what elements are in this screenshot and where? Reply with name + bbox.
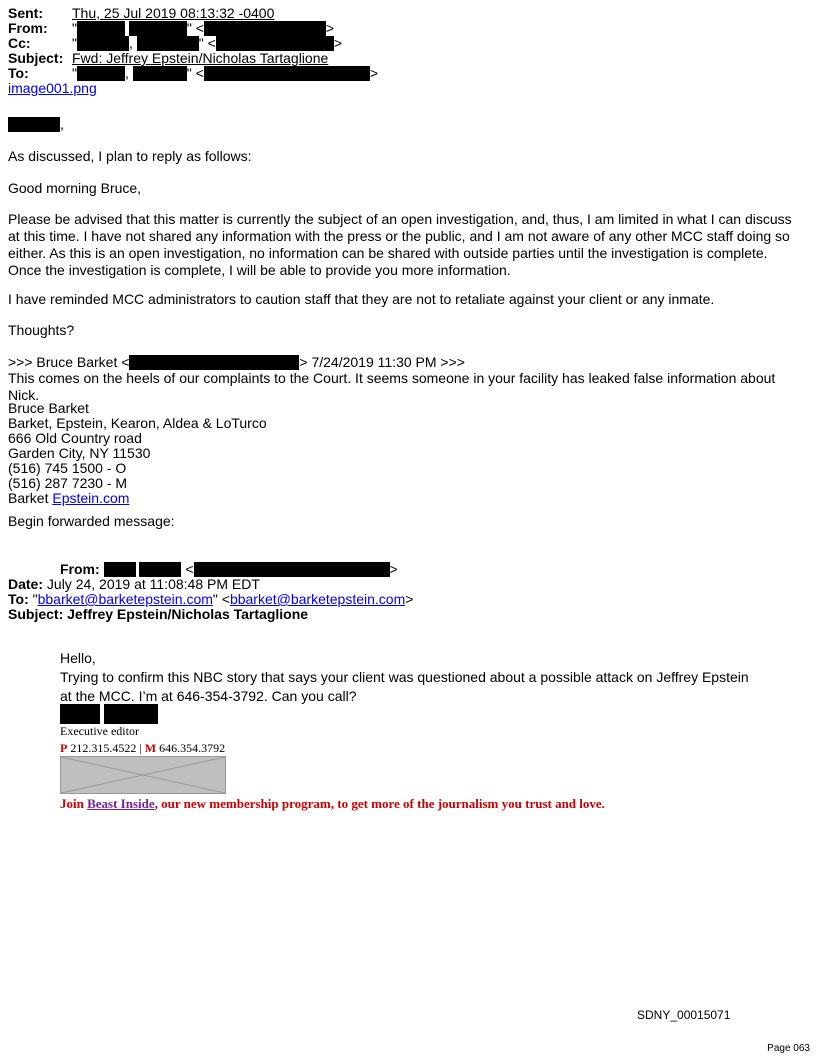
fwd-to-label: To:	[8, 591, 29, 607]
fwd-date-row: Date: July 24, 2019 at 11:08:48 PM EDT	[8, 576, 260, 592]
inner-phones: P 212.315.4522 | M 646.354.3792	[60, 741, 226, 755]
body-paragraph-4: I have reminded MCC administrators to caution staff that they are not to retaliate against your client or any inmate.	[8, 291, 715, 307]
broken-image-placeholder	[60, 756, 226, 794]
begin-forwarded: Begin forwarded message:	[8, 513, 175, 529]
to-value: " , " < >	[72, 65, 378, 81]
to-label: To:	[8, 65, 29, 81]
inner-hello: Hello,	[60, 650, 96, 666]
from-value: " " < >	[72, 20, 335, 36]
inner-signature-redaction	[60, 704, 750, 724]
signature-line: (516) 745 1500 - O	[8, 460, 127, 476]
forwarded-header	[8, 562, 413, 622]
signature-line: Bruce Barket	[8, 400, 89, 416]
redaction	[104, 704, 158, 724]
redaction	[216, 36, 334, 51]
signature-line: 666 Old Country road	[8, 430, 142, 446]
fwd-to-row: To: "bbarket@barketepstein.com" <bbarket@barketepstein.com>	[8, 591, 414, 607]
redaction	[137, 36, 199, 51]
redaction	[60, 704, 100, 724]
redaction	[77, 66, 125, 81]
redaction	[77, 21, 125, 36]
body-line-1: As discussed, I plan to reply as follows:	[8, 148, 252, 164]
cc-value: " , " < >	[72, 35, 342, 51]
inner-join-line: Join Beast Inside, our new membership program, to get more of the journalism you trust and love.	[60, 796, 605, 811]
redaction	[204, 66, 370, 81]
fwd-to-link[interactable]: bbarket@barketepstein.com	[37, 591, 213, 607]
inner-message: Trying to confirm this NBC story that says your client was questioned about a possible attack on Jeffrey Epstein at the MCC. I’m at 646-354-3792. Can you call?	[60, 669, 749, 704]
fwd-from-row: From: < >	[60, 561, 398, 577]
signature-line: Garden City, NY 11530	[8, 445, 151, 461]
redaction	[139, 562, 181, 577]
subject-value: Fwd: Jeffrey Epstein/Nicholas Tartaglione	[72, 50, 329, 66]
fwd-subject-row	[8, 607, 413, 622]
body-line-2: Good morning Bruce,	[8, 180, 142, 196]
signature-link[interactable]: Epstein.com	[52, 490, 130, 506]
redaction	[129, 21, 187, 36]
redaction	[77, 36, 129, 51]
fwd-to-link-2[interactable]: bbarket@barketepstein.com	[229, 591, 406, 607]
attachment-link[interactable]: image001.png	[8, 80, 97, 96]
redaction	[194, 562, 390, 577]
signature-line: Barket Epstein.com	[8, 490, 130, 506]
redaction	[204, 21, 326, 36]
bates-number: SDNY_00015071	[637, 1008, 731, 1022]
signature-line: (516) 287 7230 - M	[8, 475, 128, 491]
sent-value: Thu, 25 Jul 2019 08:13:32 -0400	[72, 5, 275, 21]
redaction	[8, 117, 60, 132]
page-number: Page 063	[767, 1043, 810, 1054]
quote-text: This comes on the heels of our complaints to the Court. It seems someone in your facility has leaked false information about Nick.	[8, 370, 776, 403]
redaction	[129, 355, 299, 370]
signature-line: Barket, Epstein, Kearon, Aldea & LoTurco	[8, 415, 267, 431]
image-placeholder-icon	[61, 757, 225, 793]
sent-label: Sent:	[8, 5, 43, 21]
fwd-subject-label: Subject:	[8, 606, 64, 622]
redaction	[133, 66, 187, 81]
greeting: ,	[8, 116, 806, 133]
fwd-subject-value: Jeffrey Epstein/Nicholas Tartaglione	[63, 606, 309, 622]
inner-title: Executive editor	[60, 724, 139, 738]
body-thoughts: Thoughts?	[8, 322, 75, 338]
body-paragraph-3: Please be advised that this matter is currently the subject of an open investigation, and, thus, I am limited in what I can discuss at this time. I have not shared any information with the press or the public, and I am not aware of any other MCC staff doing so either. As this is an open investigation, no information can be shared with outside parties until the investigation is complete. Once the investigation is complete, I will be able to provide you more information.	[8, 211, 792, 278]
redaction	[104, 562, 136, 577]
fwd-date-label: Date:	[8, 576, 44, 592]
beast-inside-link[interactable]: Beast Inside	[87, 796, 155, 811]
quote-header: >>> Bruce Barket < > 7/24/2019 11:30 PM >>>	[8, 354, 465, 370]
from-label: From:	[8, 20, 48, 36]
subject-label: Subject:	[8, 50, 64, 66]
fwd-from-label: From:	[60, 561, 100, 577]
signature	[8, 401, 806, 506]
cc-label: Cc:	[8, 35, 31, 51]
